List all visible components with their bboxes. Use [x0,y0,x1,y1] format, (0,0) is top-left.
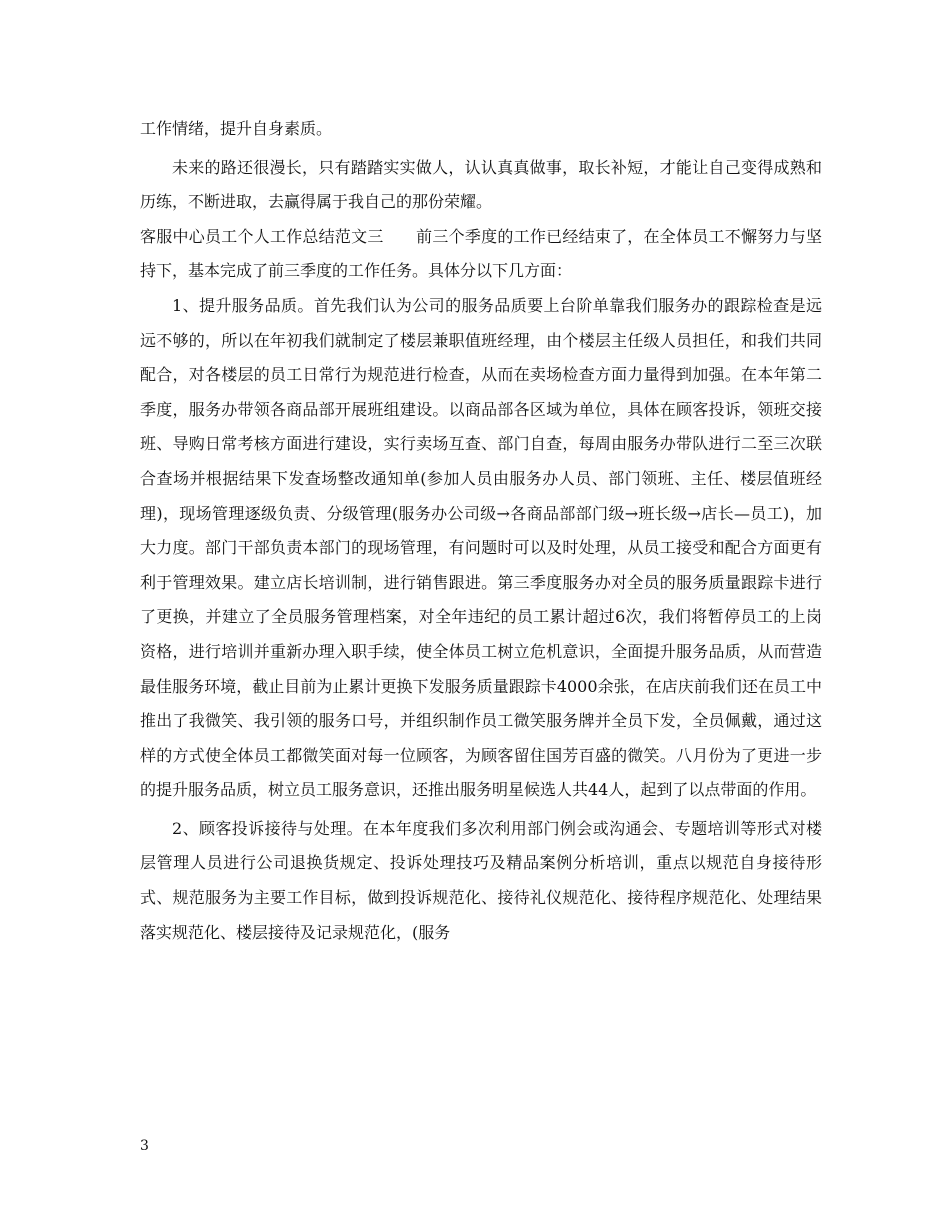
paragraph-4: 1、提升服务品质。首先我们认为公司的服务品质要上台阶单靠我们服务办的跟踪检查是远远不够的，所以在年初我们就制定了楼层兼职值班经理，由个楼层主任级人员担任，和我们共同配合，对各楼层的员工日常行为规范进行检查，从而在卖场检查方面力量得到加强。在本年第二季度，服务办带领各商品部开展班组建设。以商品部各区域为单位，具体在顾客投诉，领班交接班、导购日常考核方面进行建设，实行卖场互查、部门自查，每周由服务办带队进行二至三次联合查场并根据结果下发查场整改通知单(参加人员由服务办人员、部门领班、主任、楼层值班经理)，现场管理逐级负责、分级管理(服务办公司级→各商品部部门级→班长级→店长—员工)，加大力度。部门干部负责本部门的现场管理，有问题时可以及时处理，从员工接受和配合方面更有利于管理效果。建立店长培训制，进行销售跟进。第三季度服务办对全员的服务质量跟踪卡进行了更换，并建立了全员服务管理档案，对全年违纪的员工累计超过6次，我们将暂停员工的上岗资格，进行培训并重新办理入职手续，使全体员工树立危机意识，全面提升服务品质，从而营造最佳服务环境，截止目前为止累计更换下发服务质量跟踪卡4000余张，在店庆前我们还在员工中推出了我微笑、我引领的服务口号，并组织制作员工微笑服务牌并全员下发，全员佩戴，通过这样的方式使全体员工都微笑面对每一位顾客，为顾客留住国芳百盛的微笑。八月份为了更进一步的提升服务品质，树立员工服务意识，还推出服务明星候选人共44人，起到了以点带面的作用。 [140,295,822,800]
paragraph-2: 未来的路还很漫长，只有踏踏实实做人，认认真真做事，取长补短，才能让自己变得成熟和历练，不断进取，去赢得属于我自己的那份荣耀。 [140,157,822,212]
paragraph-5: 2、顾客投诉接待与处理。在本年度我们多次利用部门例会或沟通会、专题培训等形式对楼层管理人员进行公司退换货规定、投诉处理技巧及精品案例分析培训，重点以规范自身接待形式、规范服务为主要工作目标，做到投诉规范化、接待礼仪规范化、接待程序规范化、处理结果落实规范化、楼层接待及记录规范化，(服务 [140,818,822,942]
page-number: 3 [140,1138,149,1154]
paragraph-3-section-heading: 客服中心员工个人工作总结范文三 前三个季度的工作已经结束了，在全体员工不懈努力与坚持下，基本完成了前三季度的工作任务。具体分以下几方面： [140,226,822,281]
document-body [140,112,822,950]
paragraph-1: 工作情绪，提升自身素质。 [140,119,333,138]
